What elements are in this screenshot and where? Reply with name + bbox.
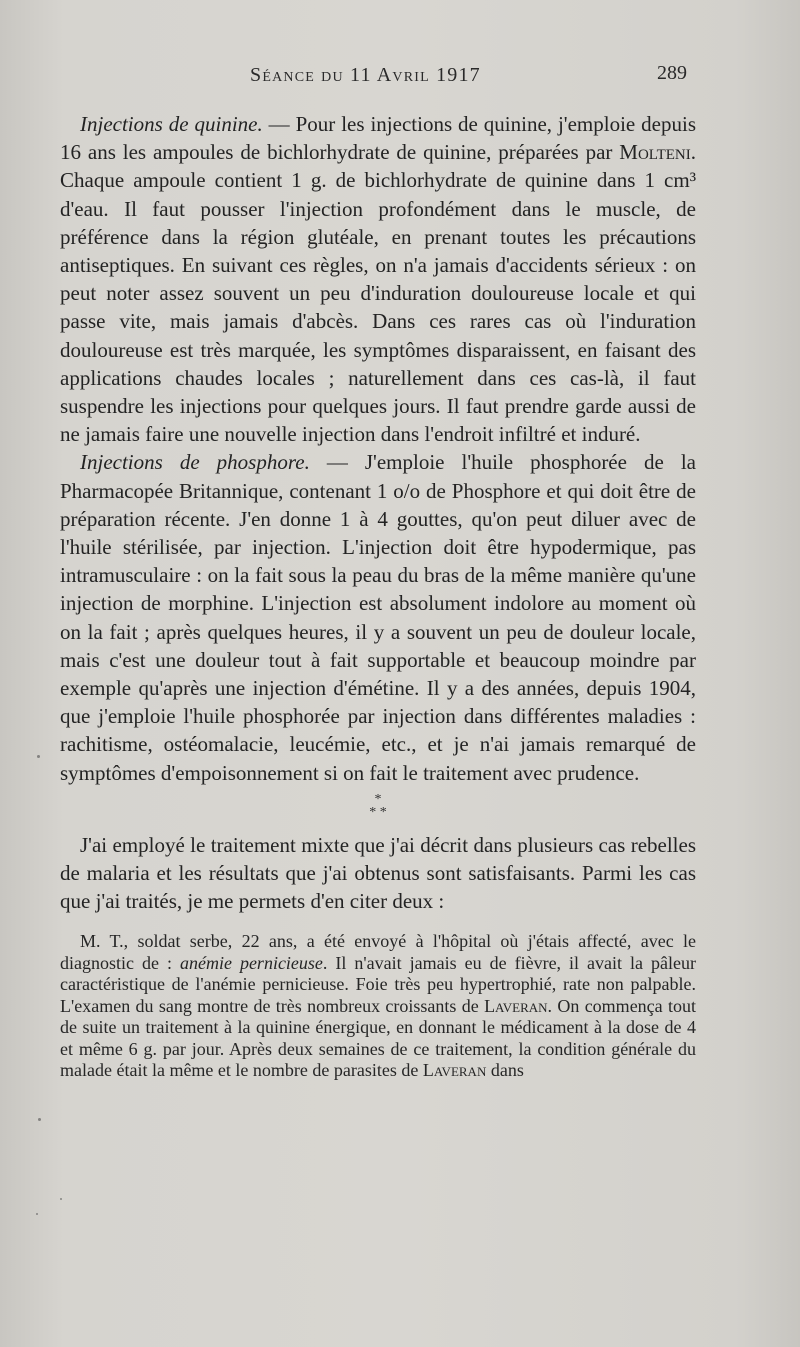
running-head: Séance du 11 Avril 1917 — [250, 64, 481, 86]
case-text: . On commença tout de suite un traitement à la quinine énergique, en donnant le médicament à la dose de 4 et même 6 g. par jour. Après deux semaines de ce traitement, la condition générale du malade était la même et le nombre de parasites de — [60, 995, 696, 1081]
author-name: Molteni — [619, 140, 691, 165]
asterism-divider — [60, 793, 696, 819]
asterism-top: * — [374, 791, 382, 807]
diagnosis-term: anémie pernicieuse — [179, 952, 323, 973]
author-name: Laveran — [484, 995, 548, 1016]
page-body — [60, 110, 696, 1082]
author-name: Laveran — [422, 1060, 487, 1081]
case-text: dans — [486, 1060, 524, 1081]
paragraph-text: — Pour les injections de quinine, j'emploie depuis 16 ans les ampoules de bichlorhydrate de quinine, préparées par — [60, 112, 696, 165]
paragraph-text: — J'emploie l'huile phosphorée de la Pharmacopée Britannique, contenant 1 o/o de Phosphore et qui doit être de préparation récente. J'en donne 1 à 4 gouttes, qu'on peut diluer avec de l'huile stérilisée, par injection. L'injection doit être hypodermique, pas intramusculaire : on la fait sous la peau du bras de la même manière qu'une injection de morphine. L'injection est absolument indolore au moment où on la fait ; après quelques heures, il y a souvent un peu de douleur locale, mais c'est une douleur tout à fait supportable et beaucoup moindre par exemple qu'après une injection d'émétine. Il y a des années, depuis 1904, que j'emploie l'huile phosphorée par injection dans différentes maladies : rachitisme, ostéomalacie, leucémie, etc., et je n'ai jamais remarqué de symptômes d'empoisonnement si on fait le traitement avec prudence. — [60, 450, 696, 785]
paragraph-quinine-injections — [60, 110, 696, 448]
section-lead-quinine: Injections de quinine. — [80, 112, 263, 136]
case-text: . Il n'avait jamais eu de fièvre, il avait la pâleur caractéristique de l'anémie pernicieuse. Foie très peu hypertrophié, rate non palpable. L'examen du sang montre de très nombreux croissants de — [60, 952, 696, 1016]
case-text: M. T., soldat serbe, 22 ans, a été envoyé à l'hôpital où j'étais affecté, avec le diagnostic de : — [60, 931, 696, 973]
paragraph-phosphorus-injections — [60, 448, 696, 786]
case-report — [60, 931, 696, 1082]
section-lead-phosphore: Injections de phosphore. — [80, 450, 310, 475]
paragraph-mixed-treatment: J'ai employé le traitement mixte que j'ai décrit dans plusieurs cas rebelles de malaria et les résultats que j'ai obtenus sont satisfaisants. Parmi les cas que j'ai traités, je me permets d'en citer deux : — [60, 832, 696, 914]
page-number: 289 — [657, 62, 687, 84]
paper-speck — [36, 1213, 38, 1215]
asterism-bottom: * * — [369, 804, 387, 820]
page-header — [0, 60, 800, 90]
paper-speck — [37, 755, 40, 758]
paper-speck — [38, 1118, 41, 1121]
paper-speck — [60, 1198, 62, 1200]
paragraph-text: . Chaque ampoule contient 1 g. de bichlorhydrate de quinine dans 1 cm³ d'eau. Il faut pousser l'injection profondément dans le muscle, de préférence dans la région glutéale, en prenant toutes les précautions antiseptiques. En suivant ces règles, on n'a jamais d'accidents sérieux : on peut noter assez souvent un peu d'induration douloureuse locale et qui passe vite, mais jamais d'abcès. Dans ces rares cas où l'induration douloureuse est très marquée, les symptômes disparaissent, en faisant des applications chaudes locales ; naturellement dans ces cas-là, il faut suspendre les injections pour quelques jours. Il faut prendre garde aussi de ne jamais faire une nouvelle injection dans l'endroit infiltré et induré. — [60, 140, 696, 447]
